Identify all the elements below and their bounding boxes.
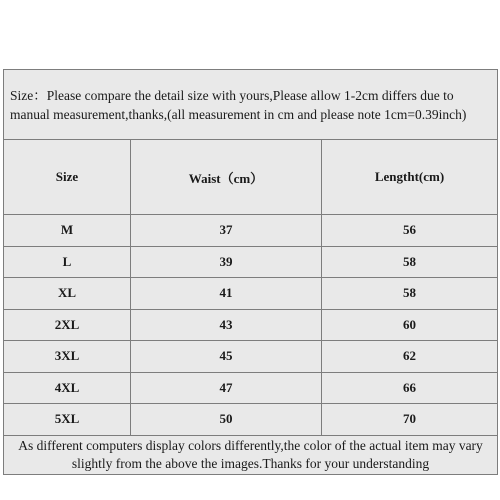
length-cell: 60 xyxy=(322,309,498,341)
size-cell: 5XL xyxy=(4,404,131,436)
table-row xyxy=(4,372,498,404)
table-row xyxy=(4,278,498,310)
length-cell: 58 xyxy=(322,278,498,310)
size-cell: M xyxy=(4,215,131,247)
size-column-header: Size xyxy=(4,140,131,215)
waist-cell: 39 xyxy=(131,246,322,278)
size-cell: XL xyxy=(4,278,131,310)
color-disclaimer: As different computers display colors differently,the color of the actual item may vary slightly from the above the images.Thanks for your understanding xyxy=(4,435,498,474)
size-chart-table xyxy=(3,69,498,475)
waist-cell: 45 xyxy=(131,341,322,373)
waist-cell: 47 xyxy=(131,372,322,404)
length-cell: 66 xyxy=(322,372,498,404)
size-cell: 3XL xyxy=(4,341,131,373)
length-cell: 56 xyxy=(322,215,498,247)
waist-cell: 41 xyxy=(131,278,322,310)
size-cell: 4XL xyxy=(4,372,131,404)
size-note: Size：Please compare the detail size with yours,Please allow 1-2cm differs due to manual measurement,thanks,(all measurement in cm and please note 1cm=0.39inch) xyxy=(4,70,498,140)
note-row xyxy=(4,70,498,140)
length-cell: 58 xyxy=(322,246,498,278)
length-column-header: Lengtht(cm) xyxy=(322,140,498,215)
waist-cell: 43 xyxy=(131,309,322,341)
waist-cell: 50 xyxy=(131,404,322,436)
size-cell: L xyxy=(4,246,131,278)
table-row xyxy=(4,215,498,247)
length-cell: 70 xyxy=(322,404,498,436)
size-cell: 2XL xyxy=(4,309,131,341)
length-cell: 62 xyxy=(322,341,498,373)
table-row xyxy=(4,341,498,373)
table-row xyxy=(4,404,498,436)
waist-column-header: Waist（cm） xyxy=(131,140,322,215)
waist-cell: 37 xyxy=(131,215,322,247)
table-row xyxy=(4,309,498,341)
footer-row xyxy=(4,435,498,474)
table-row xyxy=(4,246,498,278)
header-row xyxy=(4,140,498,215)
